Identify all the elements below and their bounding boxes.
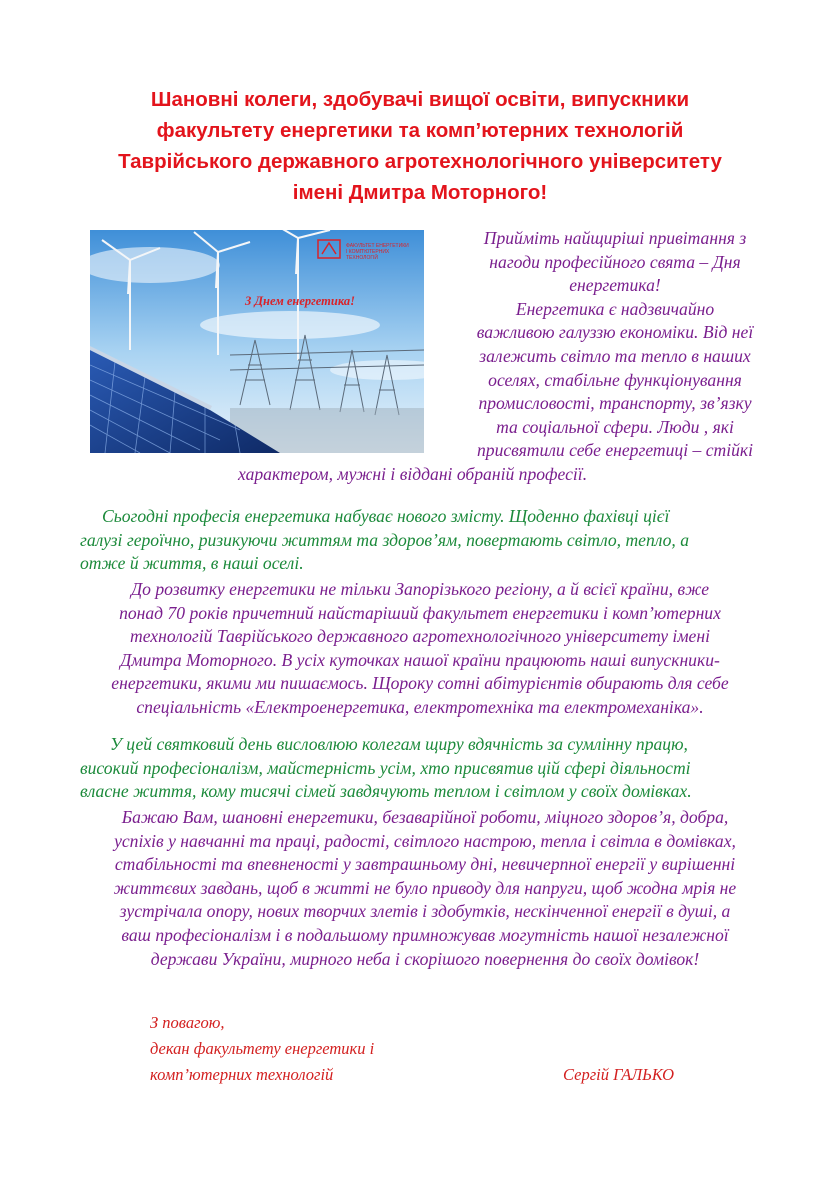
poster-brand-text [346,243,416,261]
text-line: галузі героїчно, ризикуючи життям та здоров’ям, повертають світло, тепло, а [80,529,690,550]
text-line: власне життя, кому тисячі сімей завдячують теплом і світлом у своїх домівках. [80,781,692,802]
text-line: важливою галуззю економіки. Від неї [476,322,754,343]
signature-name [563,1062,674,1088]
page-title [60,84,780,208]
text-line: До розвитку енергетики не тільки Запорізького регіону, а й всієї країни, вже [130,579,710,599]
signature-line: декан факультету енергетики і [150,1039,375,1058]
paragraph-purple-2 [60,806,790,971]
paragraph-purple-1 [60,578,780,720]
paragraph-green-1 [80,505,780,576]
text-line: енергетики, якими ми пишаємось. Щороку сотні абітурієнтів обирають для себе [111,673,729,694]
title-line: імені Дмитра Моторного! [292,181,548,204]
text-line: життєвих завдань, щоб в житті не було приводу для напруги, щоб жодна мрія не [113,877,737,898]
poster-brand-line: ФАКУЛЬТЕТ ЕНЕРГЕТИКИ [346,243,409,249]
text-line: понад 70 років причетний найстаріший факультет енергетики і комп’ютерних [119,602,721,623]
text-line: промисловості, транспорту, зв’язку [478,393,752,414]
text-line: присвятили себе енергетиці – стійкі [476,440,754,461]
text-line: характером, мужні і віддані обраній професії. [238,464,588,484]
text-line: залежить світло та тепло в наших [479,345,751,366]
text-line: У цей святковий день висловлюю колегам щиру вдячність за сумлінну працю, [110,734,688,754]
energy-day-poster [90,230,424,453]
poster-caption: З Днем енергетика! [245,294,355,308]
title-line: факультету енергетики та комп’ютерних технологій [156,119,684,142]
signature-line: З повагою, [150,1013,225,1032]
paragraph-green-2 [80,733,790,804]
text-line: Прийміть найщиріші привітання з [483,228,747,248]
text-line: зустрічала опору, нових творчих злетів і здобутків, нескінченної енергії в душі, а [119,901,731,922]
signature-block [150,1010,374,1088]
signature-line: комп’ютерних технологій [150,1065,334,1084]
poster-illustration [90,230,424,453]
text-line: успіхів у навчанні та праці, радості, світлого настрою, тепла і світла в домівках, [114,830,736,851]
intro-last-line [238,463,778,487]
text-line: спеціальність «Електроенергетика, електротехніка та електромеханіка». [136,696,704,717]
text-line: високий професіоналізм, майстерність усім, хто присвятив цій сфері діяльності [80,757,691,778]
text-line: та соціальної сфери. Люди , які [496,416,734,437]
text-line: енергетика! [569,275,661,296]
text-line: технологій Таврійського державного агротехнологічного університету імені [130,626,710,647]
text-line: Сьогодні професія енергетика набуває нового змісту. Щоденно фахівці цієї [102,506,670,526]
title-line: Таврійського державного агротехнологічного університету [118,150,722,173]
text-line: нагоди професійного свята – Дня [489,251,741,272]
title-line: Шановні колеги, здобувачі вищої освіти, випускники [150,88,690,111]
poster-brand-line: І КОМП'ЮТЕРНИХ ТЕХНОЛОГІЙ [346,249,390,261]
signer-name: Сергій ГАЛЬКО [563,1065,674,1084]
text-line: Енергетика є надзвичайно [515,298,715,319]
text-line: держави України, мирного неба і скорішого повернення до своїх домівок! [150,948,700,969]
text-line: Бажаю Вам, шановні енергетики, безаварійної роботи, міцного здоров’я, добра, [121,807,729,827]
text-line: ваш професіоналізм і в подальшому примножував могутність нашої незалежної [121,924,729,945]
text-line: стабільності та впевненості у завтрашньому дні, невичерпної енергії у вирішенні [114,854,736,875]
intro-paragraph [440,227,790,463]
text-line: оселях, стабільне функціонування [488,369,742,390]
text-line: отже й життя, в наші оселі. [80,553,304,574]
text-line: Дмитра Моторного. В усіх куточках нашої країни працюють наші випускники- [120,649,720,670]
